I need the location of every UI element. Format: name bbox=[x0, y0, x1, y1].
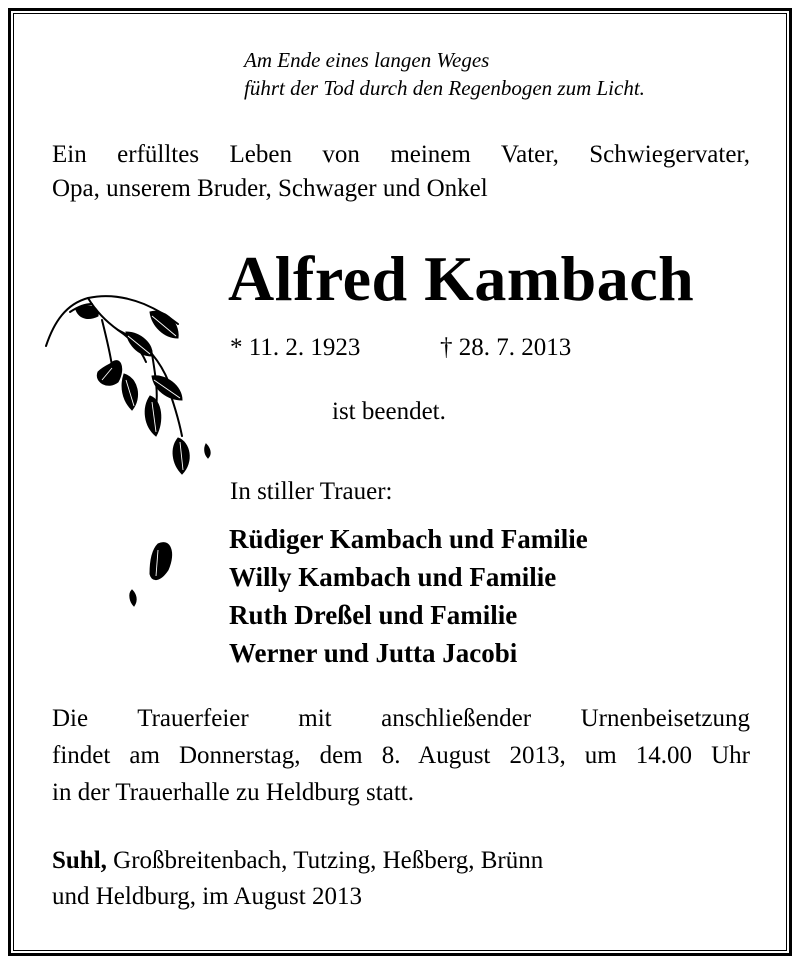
motto-line-2: führt der Tod durch den Regenbogen zum Licht. bbox=[244, 76, 645, 100]
mourning-label: In stiller Trauer: bbox=[230, 478, 393, 505]
places-text bbox=[52, 843, 750, 915]
ended-text: ist beendet. bbox=[332, 398, 446, 425]
ceremony-line-1: Die Trauerfeier mit anschließender Urnenbeisetzung bbox=[52, 705, 750, 732]
mourner-item: Willy Kambach und Familie bbox=[229, 562, 557, 592]
mourner-item: Ruth Dreßel und Familie bbox=[229, 600, 518, 630]
motto-line-1: Am Ende eines langen Weges bbox=[244, 48, 490, 72]
places-bold-city: Suhl, bbox=[52, 847, 107, 874]
motto bbox=[244, 46, 645, 102]
places-line-2: und Heldburg, im August 2013 bbox=[52, 883, 362, 910]
mourner-item: Rüdiger Kambach und Familie bbox=[229, 524, 588, 554]
birth-date: * 11. 2. 1923 bbox=[230, 334, 361, 361]
intro-line-1: Ein erfülltes Leben von meinem Vater, Schwiegervater, bbox=[52, 141, 750, 168]
death-date: † 28. 7. 2013 bbox=[440, 334, 572, 361]
ceremony-text bbox=[52, 700, 750, 811]
intro-line-2: Opa, unserem Bruder, Schwager und Onkel bbox=[52, 175, 488, 202]
intro-text bbox=[52, 138, 750, 206]
places-line-1 bbox=[52, 843, 750, 879]
deceased-name: Alfred Kambach bbox=[228, 243, 695, 314]
birch-branch-icon bbox=[40, 282, 230, 612]
places-rest: Großbreitenbach, Tutzing, Heßberg, Brünn bbox=[106, 847, 544, 874]
ceremony-line-3: in der Trauerhalle zu Heldburg statt. bbox=[52, 779, 414, 806]
ceremony-line-2: findet am Donnerstag, dem 8. August 2013, um 14.00 Uhr bbox=[52, 742, 750, 769]
mourner-item: Werner und Jutta Jacobi bbox=[229, 638, 518, 668]
mourners-list bbox=[229, 520, 588, 672]
